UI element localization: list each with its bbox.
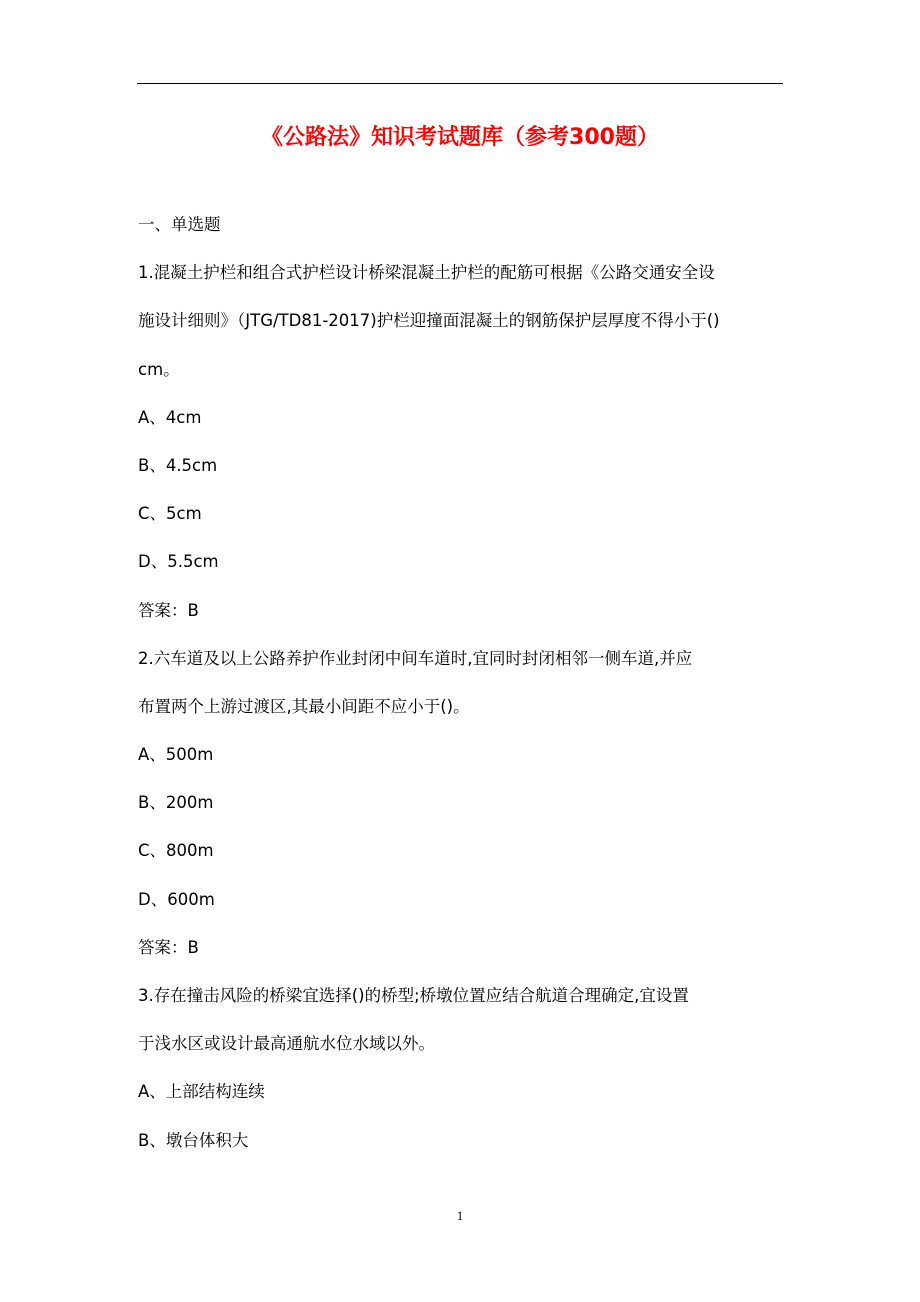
header-rule [137,83,783,84]
page-number: 1 [456,1208,464,1223]
question-1 [138,249,788,635]
question-text: cm。 [138,359,180,379]
section-heading: 一、单选题 [138,215,221,234]
question-text: 于浅水区或设计最高通航水位水域以外。 [138,1034,435,1054]
question-text: 3.存在撞击风险的桥梁宜选择()的桥型;桥墩位置应结合航道合理确定,宜设置 [138,986,689,1005]
option-b: B、墩台体积大 [138,1130,249,1150]
question-text: 1.混凝土护栏和组合式护栏设计桥梁混凝土护栏的配筋可根据《公路交通安全设 [138,263,715,283]
option-c: C、5cm [138,504,202,524]
document-title: 《公路法》知识考试题库（参考300题） [261,125,659,150]
answer: 答案：B [138,937,199,957]
option-a: A、4cm [138,407,202,427]
document-body [138,201,788,1165]
question-text: 2.六车道及以上公路养护作业封闭中间车道时,宜同时封闭相邻一侧车道,并应 [138,648,693,668]
question-3 [138,972,788,1165]
option-d: D、600m [138,889,215,909]
option-c: C、800m [138,841,214,861]
question-text: 施设计细则》（JTG/TD81-2017)护栏迎撞面混凝土的钢筋保护层厚度不得小于() [138,311,720,331]
answer: 答案：B [138,600,199,620]
option-b: B、200m [138,793,214,813]
question-text: 布置两个上游过渡区,其最小间距不应小于()。 [138,696,470,716]
option-a: A、500m [138,745,214,765]
option-b: B、4.5cm [138,455,218,475]
question-2 [138,635,788,972]
option-d: D、5.5cm [138,552,219,572]
option-a: A、上部结构连续 [138,1082,265,1102]
